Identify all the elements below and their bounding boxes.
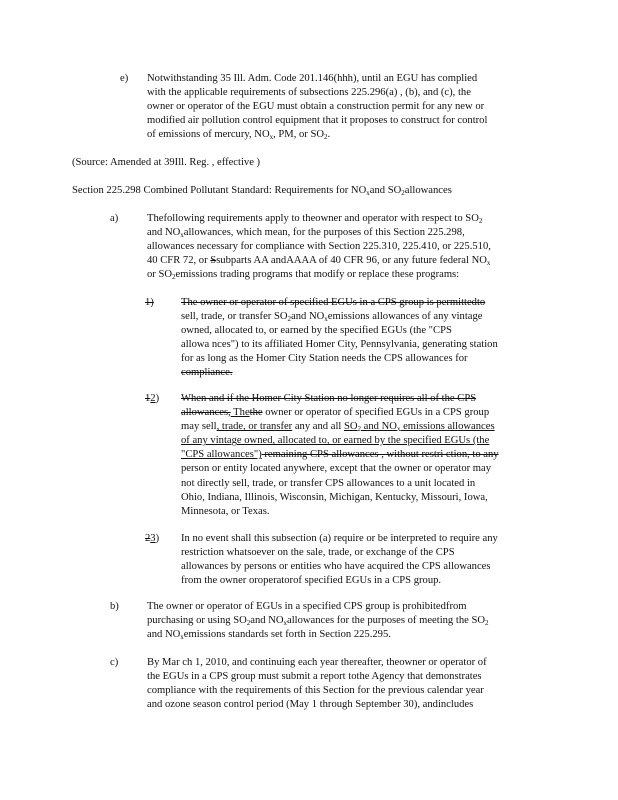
para-e-line: modified air pollution control equipment that it proposes to construct for control <box>147 115 488 127</box>
deleted-line: compliance. <box>181 367 233 379</box>
para-b-label: b) <box>110 601 119 612</box>
para-e-line: of emissions of mercury, $NO_x$, PM, or $SO_2$. <box>147 129 331 142</box>
para-e-label: e) <box>120 73 129 84</box>
deleted-text: S <box>210 255 217 267</box>
item-1-body: The owner or operator of specified EGUs in a CPS group is permittedto sell, trade, or transfer $SO_2and$ $NO_xemissions$ allowances of any vintage owned, allocated to, or earned by the specified EGUs (the "CPS allowa nces") to its affiliated Homer City, Pennsylvania, generating station for as long as the Homer City Station needs the CPS allowances for compliance. <box>181 296 498 381</box>
item-3-body: In no event shall this subsection (a) require or be interpreted to require any restriction whatsoever on the sale, trade, or exchange of the CPS allowances by persons or entities who have acquired the CPS allowances from the owner oroperatorof specified EGUs in a CPS group. <box>181 533 498 587</box>
item-2-body: When and if the Homer City Station no longer requires all of the CPS allowances, Thethe owner or operator of specified EGUs in a CPS group may sell, trade, or transfer any and all $SO_2$ and $NO_x$ emissions allowances of any vintage owned, allocated to, or earned by the specified EGUs (the "CPS allowances") remaining CPS allowances , without restri ction, to any person or entity located anywhere, except that the owner or operator may not directly sell, trade, or transfer CPS allowances to a unit located in Ohio, Indiana, Illinois, Wisconsin, Michigan, Kentucky, Missouri, Iowa, Minnesota, or Texas. <box>181 393 499 517</box>
para-c-label: c) <box>110 657 119 668</box>
item-1-label: 1) <box>145 297 154 308</box>
section-heading: Section 225.298 Combined Pollutant Standard: Requirements for $NO_xand$ $SO_2allowances$ <box>72 185 452 197</box>
item-2-label: 12) <box>145 393 160 404</box>
para-a-body: Thefollowing requirements apply to theowner and operator with respect to $SO_2$ and $NO_xallowances$, which mean, for the purposes of this Section 225.298, allowances necessary for compliance with Section 225.310, 225.410, or 225.510, 40 CFR 72, or Ssubparts AA andAAAA of 40 CFR 96, or any future federal $NO_x$ or $SO_2emissions$ trading programs that modify or replace these programs: <box>147 213 491 282</box>
para-e-line: Notwithstanding 35 Ill. Adm. Code 201.146(hhh), until an EGU has complied <box>147 73 478 84</box>
deleted-line: When and if the Homer City Station no longer requires all of the CPS <box>181 393 477 404</box>
item-3-label: 23) <box>145 533 160 544</box>
deleted-line: The owner or operator of specified EGUs in a CPS group is permittedto <box>181 297 486 308</box>
para-a-label: a) <box>110 213 119 224</box>
para-c-body: By Mar ch 1, 2010, and continuing each year thereafter, theowner or operator of the EGUs in a CPS group must submit a report tothe Agency that demonstrates compliance with the requirements of this Section for the previous calendar year and ozone season control period (May 1 through September 30), andincludes <box>147 657 487 711</box>
para-b-body: The owner or operator of EGUs in a specified CPS group is prohibitedfrom purchasing or using $SO_2and$ $NO_xallowances$ for the purposes of meeting the $SO_2$ and $NO_xemissions$ standards set forth in Section 225.295. <box>147 601 489 642</box>
para-e-body <box>147 72 487 142</box>
para-e-line: with the applicable requirements of subsections 225.296(a) , (b), and (c), the <box>147 87 471 99</box>
para-e-line: owner or operator of the EGU must obtain a construction permit for any new or <box>147 101 485 113</box>
source-note: (Source: Amended at 39Ill. Reg. , effective ) <box>72 157 261 168</box>
